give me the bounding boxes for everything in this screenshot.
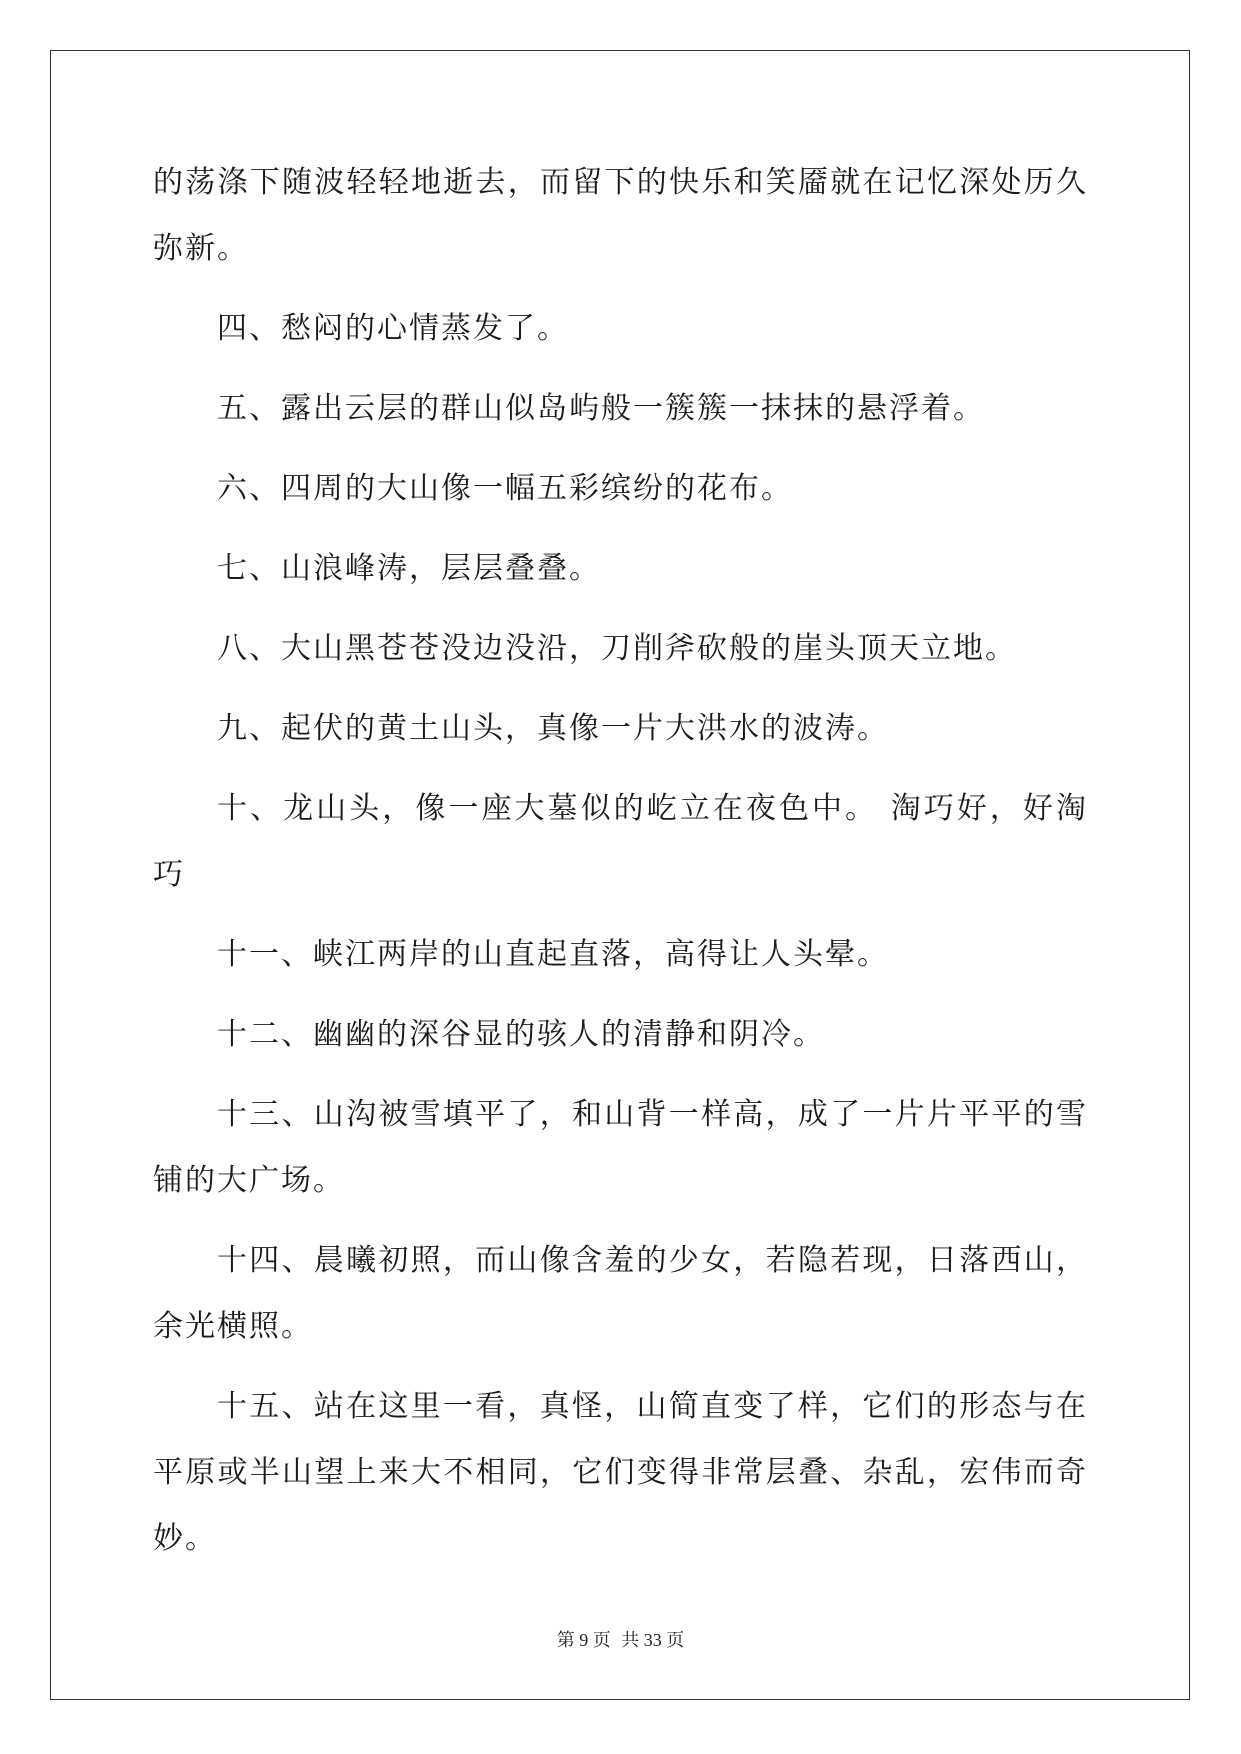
paragraph: 十、龙山头，像一座大墓似的屹立在夜色中。 淘巧好，好淘巧 — [153, 791, 1088, 892]
document-body — [153, 150, 1088, 1586]
page-number: 第 9 页 — [556, 1630, 611, 1650]
paragraph: 八、大山黑苍苍没边没沿，刀削斧砍般的崖头顶天立地。 — [217, 631, 1017, 666]
paragraph: 七、山浪峰涛，层层叠叠。 — [217, 551, 601, 586]
page-footer — [0, 1626, 1241, 1652]
paragraph: 十一、峡江两岸的山直起直落，高得让人头晕。 — [217, 937, 889, 972]
paragraph: 六、四周的大山像一幅五彩缤纷的花布。 — [217, 471, 793, 506]
paragraph: 十四、晨曦初照，而山像含羞的少女，若隐若现，日落西山，余光横照。 — [153, 1243, 1088, 1344]
paragraph: 九、起伏的黄土山头，真像一片大洪水的波涛。 — [217, 711, 889, 746]
paragraph: 十五、站在这里一看，真怪，山简直变了样，它们的形态与在平原或半山望上来大不相同，它们变得非常层叠、杂乱，宏伟而奇妙。 — [153, 1389, 1088, 1556]
paragraph: 四、愁闷的心情蒸发了。 — [217, 311, 569, 346]
total-pages: 共 33 页 — [621, 1630, 685, 1650]
paragraph: 的荡涤下随波轻轻地逝去，而留下的快乐和笑靥就在记忆深处历久弥新。 — [153, 165, 1088, 266]
paragraph: 十三、山沟被雪填平了，和山背一样高，成了一片片平平的雪铺的大广场。 — [153, 1097, 1088, 1198]
paragraph: 十二、幽幽的深谷显的骇人的清静和阴冷。 — [217, 1017, 825, 1052]
paragraph: 五、露出云层的群山似岛屿般一簇簇一抹抹的悬浮着。 — [217, 391, 985, 426]
